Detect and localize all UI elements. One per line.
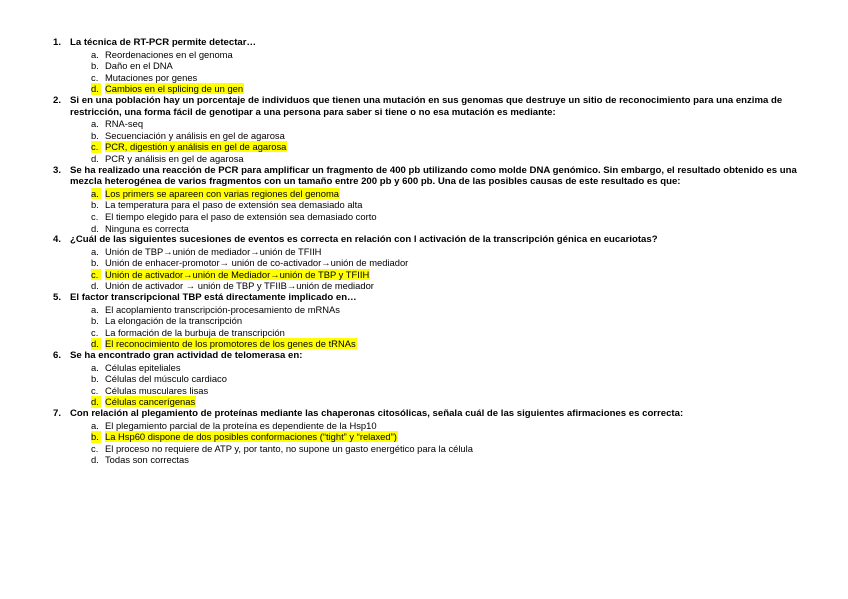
question [53,234,813,292]
option-text: Unión de enhacer-promotor→ unión de co-activador→unión de mediador [105,257,409,269]
option [70,72,813,84]
option-text: El reconocimiento de los promotores de los genes de tRNAs [105,338,356,350]
question-text: El factor transcripcional TBP está directamente implicado en… [70,292,357,304]
option-list [70,362,813,408]
option-highlighted [70,338,813,350]
option-text: Daño en el DNA [105,60,173,72]
option-highlighted [70,83,813,95]
question-number: 3. [53,164,62,176]
option-list [70,118,813,164]
option-text: Los primers se apareen con varias regiones del genoma [105,187,339,199]
option-letter: b. [91,60,99,72]
question [53,408,813,466]
option-letter: a. [91,419,99,431]
question-text: La técnica de RT-PCR permite detectar… [70,37,257,48]
option-text: Unión de TBP→unión de mediador→unión de TFIIH [105,245,322,257]
option [70,315,813,327]
option-text: RNA-seq [105,118,144,130]
option-letter: d. [91,454,99,466]
option-text: Células del músculo cardiaco [105,373,227,385]
option [70,362,813,374]
option [70,454,813,466]
option [70,223,813,235]
option-letter: a. [91,245,99,257]
option-highlighted [70,141,813,153]
option [70,304,813,316]
option-letter: c. [91,384,99,396]
option-letter: b. [91,431,101,443]
option-text: Unión de activador → unión de TBP y TFIIB→unión de mediador [105,280,374,292]
option-letter: b. [91,199,99,211]
option-letter: a. [91,361,99,373]
option-text: La formación de la burbuja de transcripción [105,326,285,338]
option-letter: b. [91,129,99,141]
option-text: Reordenaciones en el genoma [105,48,233,60]
option-text: PCR y análisis en gel de agarosa [105,152,244,164]
option [70,246,813,258]
option [70,118,813,130]
option-letter: a. [91,188,101,200]
option-text: Células musculares lisas [105,384,209,396]
option-text: Ninguna es correcta [105,222,189,234]
option [70,199,813,211]
option [70,49,813,61]
option-text: El tiempo elegido para el paso de extensión sea demasiado corto [105,210,377,222]
option-letter: c. [91,442,99,454]
question-number: 5. [53,292,62,304]
question-number: 4. [53,234,62,246]
option [70,327,813,339]
option-text: La Hsp60 dispone de dos posibles conformaciones (“tight” y “relaxed”) [105,431,397,443]
option-letter: d. [91,152,99,164]
option-list [70,49,813,95]
question-number: 2. [53,94,62,106]
option [70,130,813,142]
option [70,153,813,165]
option-letter: b. [91,257,99,269]
option-text: PCR, digestión y análisis en gel de agarosa [105,141,287,153]
option [70,420,813,432]
question-text: Si en una población hay un porcentaje de individuos que tienen una mutación en sus genomas que destruye un sitio de reconocimiento para una enzima de restricción, una forma fácil de genotipar a una persona para saber si tiene o no esa mutación es mediante: [70,94,783,118]
option [70,60,813,72]
question-text: Se ha encontrado gran actividad de telomerasa en: [70,350,303,362]
option-text: Células epiteliales [105,361,181,373]
option-list [70,304,813,350]
option-letter: c. [91,71,99,83]
option-text: El proceso no requiere de ATP y, por tanto, no supone un gasto energético para la célula [105,442,473,454]
option [70,443,813,455]
option [70,211,813,223]
option-text: La temperatura para el paso de extensión sea demasiado alta [105,199,363,211]
option [70,373,813,385]
option-letter: d. [91,83,101,95]
option-text: Unión de activador→unión de Mediador→unión de TBP y TFIIH [105,268,370,280]
question [53,37,813,95]
option-letter: b. [91,373,99,385]
option-letter: a. [91,118,99,130]
option-letter: a. [91,303,99,315]
option-text: Todas son correctas [105,454,189,466]
option-letter: c. [91,210,99,222]
option-letter: d. [91,222,99,234]
option-list [70,246,813,292]
option-letter: b. [91,315,99,327]
option-letter: c. [91,326,99,338]
option-highlighted [70,396,813,408]
option-list [70,420,813,466]
option-highlighted [70,431,813,443]
question [53,165,813,235]
question-text: Con relación al plegamiento de proteínas mediante las chaperonas citosólicas, señala cuál de las siguientes afirmaciones es correcta: [70,408,684,419]
option-text: La elongación de la transcripción [105,315,243,327]
option-text: El plegamiento parcial de la proteína es dependiente de la Hsp10 [105,419,377,431]
option-highlighted [70,269,813,281]
option-text: Cambios en el splicing de un gen [105,83,244,95]
question-text: ¿Cuál de las siguientes sucesiones de eventos es correcta en relación con l activación de la transcripción génica en eucariotas? [70,234,658,246]
option-letter: a. [91,48,99,60]
option-text: Mutaciones por genes [105,71,198,83]
question-list [53,37,813,466]
option [70,385,813,397]
option [70,280,813,292]
question-number: 6. [53,350,62,362]
option-letter: d. [91,338,101,350]
question-number: 1. [53,37,62,48]
option-text: El acoplamiento transcripción-procesamiento de mRNAs [105,303,340,315]
question-number: 7. [53,408,62,419]
question [53,95,813,165]
option-letter: c. [91,141,101,153]
question-text: Se ha realizado una reacción de PCR para amplificar un fragmento de 400 pb utilizando como molde DNA genómico. Sin embargo, el resultado obtenido es una mezcla heterogénea de varios fragmentos con un tamaño entre 200 pb y 600 pb. Una de las posibles causas de este resultado es que: [70,164,797,188]
option [70,257,813,269]
option-letter: c. [91,269,101,281]
question [53,350,813,408]
option-text: Células cancerígenas [105,396,196,408]
option-highlighted [70,188,813,200]
option-letter: d. [91,280,99,292]
question [53,292,813,350]
option-letter: d. [91,396,101,408]
option-text: Secuenciación y análisis en gel de agarosa [105,129,285,141]
option-list [70,188,813,234]
